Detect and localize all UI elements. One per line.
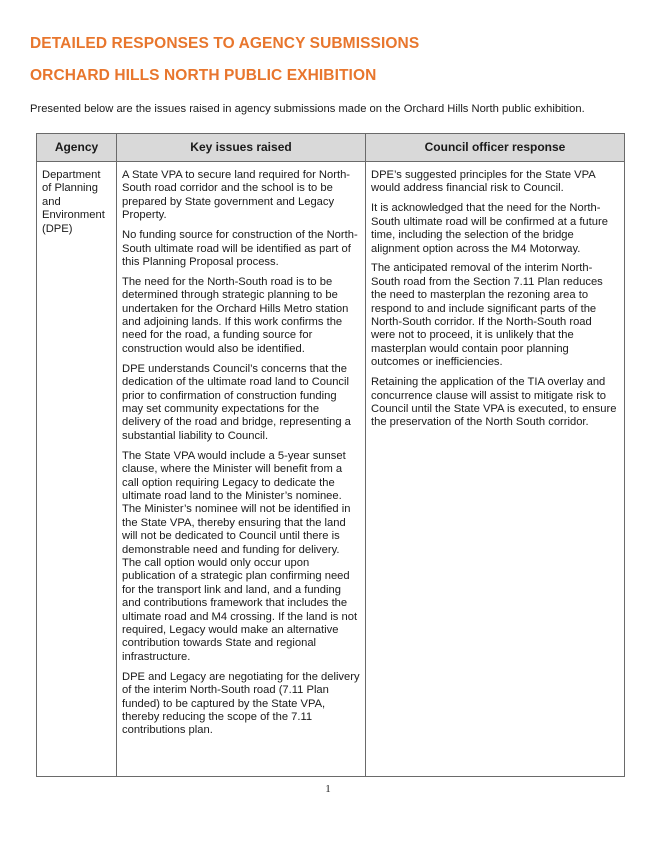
response-paragraph: DPE’s suggested principles for the State VPA would address financial risk to Council. bbox=[371, 169, 596, 195]
table-row bbox=[37, 162, 625, 777]
document-subheading: ORCHARD HILLS NORTH PUBLIC EXHIBITION bbox=[30, 67, 377, 84]
agency-line: of Planning bbox=[42, 182, 98, 195]
key-issue-paragraph: The need for the North-South road is to be determined through strategic planning to be undertaken for the Orchard Hills Metro station and adjoining lands. If this work confirms the need for the road, a funding source for construction would also be identified. bbox=[122, 275, 349, 355]
response-paragraph: Retaining the application of the TIA overlay and concurrence clause will assist to mitigate risk to Council until the State VPA is executed, to ensure the preservation of the North South corridor. bbox=[371, 376, 617, 429]
agency-line: (DPE) bbox=[42, 222, 73, 235]
council-response-cell bbox=[366, 162, 625, 777]
agency-cell bbox=[37, 162, 117, 777]
page-number: 1 bbox=[325, 783, 331, 795]
header-key-issues: Key issues raised bbox=[117, 134, 366, 162]
key-issue-paragraph: DPE understands Council’s concerns that the dedication of the ultimate road land to Council prior to confirmation of construction funding may set community expectations for the delivery of the road and bridge, representing a substantial liability to Council. bbox=[122, 362, 351, 442]
key-issue-paragraph: No funding source for construction of the North-South ultimate road will be identified as part of this Planning Proposal process. bbox=[122, 229, 358, 268]
header-agency: Agency bbox=[37, 134, 117, 162]
agency-line: Department bbox=[42, 169, 101, 181]
key-issue-paragraph: A State VPA to secure land required for North-South road corridor and the school is to be prepared by State government and Legacy Property. bbox=[122, 169, 351, 222]
key-issue-paragraph: DPE and Legacy are negotiating for the delivery of the interim North-South road (7.11 Plan funded) to be captured by the State VPA, thereby reducing the scope of the 7.11 contributions plan. bbox=[122, 670, 360, 737]
key-issue-paragraph: The State VPA would include a 5-year sunset clause, where the Minister will benefit from a call option requiring Legacy to dedicate the ultimate road land to the Minister’s nominee. The Minister’s nominee will not be identified in the State VPA, thereby ensuring that the land will not be dedicated to Council until there is demonstrable need and funding for delivery. The call option would only occur upon publication of a strategic plan confirming need for the transport link and land, and a funding and contributions framework that includes the ultimate road and M4 crossing. If the land is not required, Legacy would make an alternative contribution towards State and regional infrastructure. bbox=[122, 449, 358, 663]
header-council-response: Council officer response bbox=[366, 134, 625, 162]
agency-line: and bbox=[42, 195, 61, 208]
table-header-row bbox=[37, 134, 625, 162]
intro-paragraph: Presented below are the issues raised in agency submissions made on the Orchard Hills North public exhibition. bbox=[30, 103, 585, 115]
response-paragraph: The anticipated removal of the interim North-South road from the Section 7.11 Plan reduces the need to masterplan the rezoning area to respond to and include significant parts of the North-South corridor. If the North-South road were not to proceed, it is unlikely that the masterplan would contain poor planning outcomes or inefficiencies. bbox=[371, 262, 603, 369]
agency-line: Environment bbox=[42, 209, 105, 222]
agency-responses-table bbox=[36, 133, 625, 777]
document-heading: DETAILED RESPONSES TO AGENCY SUBMISSIONS bbox=[30, 35, 420, 52]
key-issues-cell bbox=[117, 162, 366, 777]
response-paragraph: It is acknowledged that the need for the North-South ultimate road will be confirmed at a future time, including the selection of the bridge alignment option across the M4 Motorway. bbox=[371, 202, 608, 255]
